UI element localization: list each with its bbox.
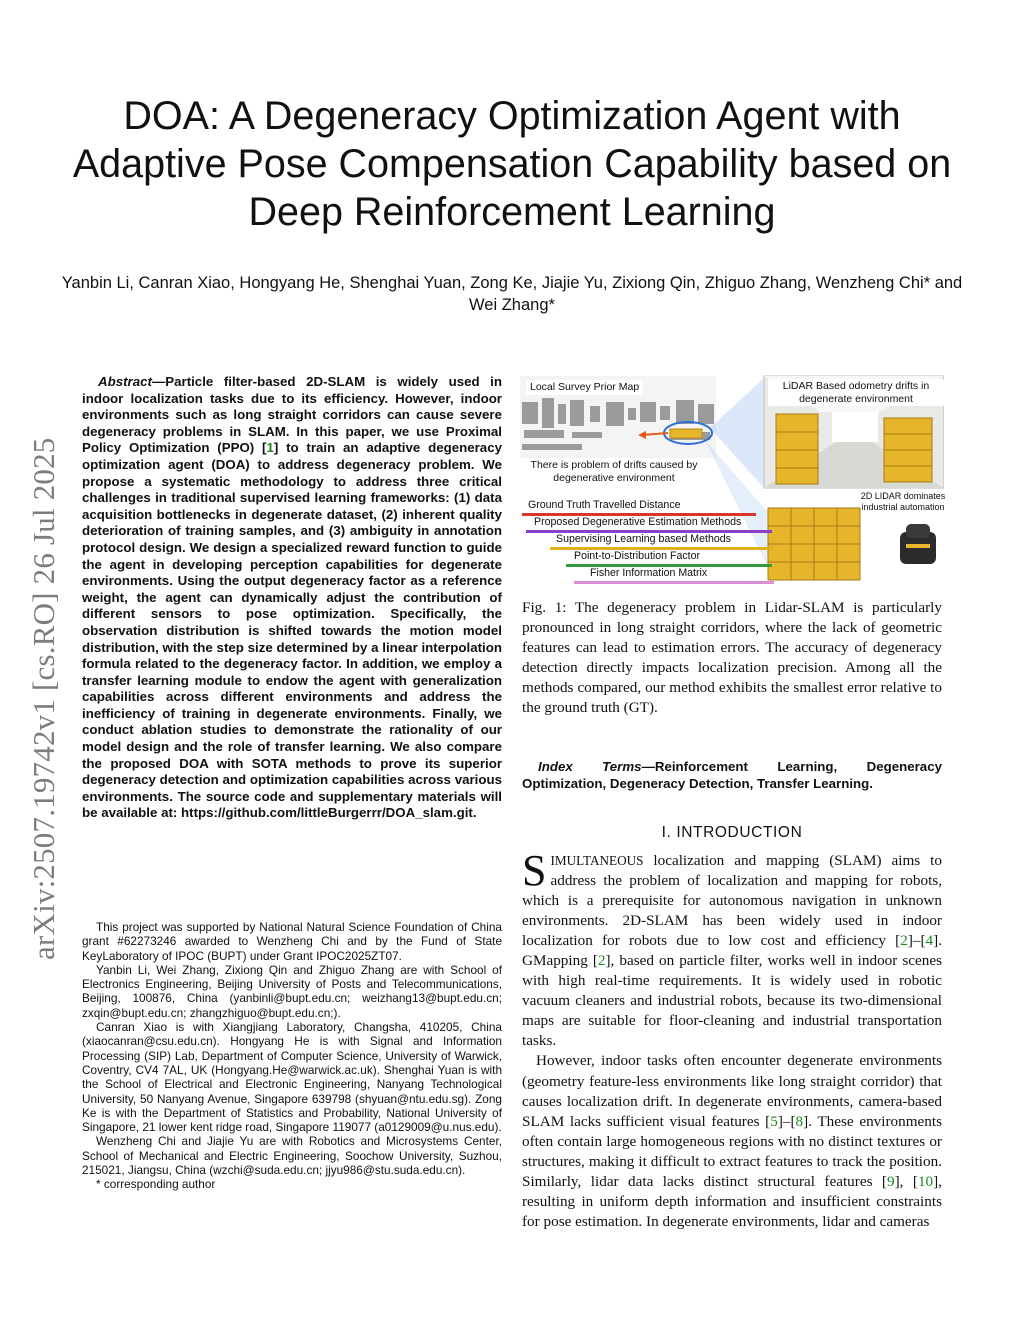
index-terms: Index Terms—Reinforcement Learning, Degeneracy Optimization, Degeneracy Detection, Transfer Learning. — [522, 759, 942, 791]
map-label: Local Survey Prior Map — [526, 380, 643, 395]
footnotes — [82, 920, 502, 1192]
footnote-affiliation: Wenzheng Chi and Jiajie Yu are with Robotics and Microsystems Center, School of Mechanical and Electric Engineering, Soochow University, Suzhou, 215021, Jiangsu, China (wzchi@suda.edu.cn; jjyu986@stu.suda.edu.cn). — [82, 1134, 502, 1178]
abstract-text-1: Particle filter-based 2D-SLAM is widely used in indoor localization tasks due to its efficiency. However, indoor environments such as long straight corridors can cause severe degeneracy problems in SLAM. In this paper, we use Proximal Policy Optimization (PPO) [ — [82, 374, 502, 456]
figure-caption: Fig. 1: The degeneracy problem in Lidar-SLAM is particularly pronounced in long straight corridors, where the lack of geometric features can lead to estimation errors. The accuracy of degeneracy detection directly impacts localization precision. Among all the methods compared, our method exhibits the smallest error relative to the ground truth (GT). — [522, 599, 942, 716]
citation-link[interactable]: 1 — [266, 440, 274, 456]
introduction-text — [522, 846, 942, 1232]
lidar-head — [906, 524, 930, 538]
section-heading: I. INTRODUCTION — [661, 824, 803, 841]
footnote-corresponding: * corresponding author — [96, 1177, 216, 1192]
drop-cap: S — [522, 846, 547, 895]
legend-proposed: Proposed Degenerative Estimation Methods — [534, 516, 742, 528]
citation-link[interactable]: 5 — [770, 1112, 778, 1130]
legend-bar-fim — [574, 581, 774, 584]
arxiv-side-stamp: arXiv:2507.19742v1 [cs.RO] 26 Jul 2025 — [26, 437, 61, 960]
intro-paragraph: SIMULTANEOUS localization and mapping (SLAM) aims to address the problem of localization and mapping for robots, which is a prerequisite for autonomous navigation in unknown environments. 2D-SLAM has been widely used in indoor localization for robots due to low cost and efficiency [2]–[4]. GMapping [2], based on particle filter, works well in indoor scenes with high real-time requirements. It is widely used in robotic vacuum cleaners and industrial robots, because its two-dimensional maps are suitable for floor-cleaning and industrial transportation tasks. — [522, 846, 942, 1050]
robot-marker — [670, 429, 702, 438]
projection-beam — [710, 378, 764, 488]
paper-title: DOA: A Degeneracy Optimization Agent with Adaptive Pose Compensation Capability based on Deep Reinforcement Learning — [72, 94, 952, 234]
figure-1 — [520, 372, 944, 592]
author-list: Yanbin Li, Canran Xiao, Hongyang He, Shenghai Yuan, Zong Ke, Jiajie Yu, Zixiong Qin, Zhiguo Zhang, Wenzheng Chi* and Wei Zhang* — [61, 274, 963, 314]
abstract-lead: Abstract — [98, 374, 152, 389]
legend-p2d: Point-to-Distribution Factor — [574, 550, 700, 562]
footnote-affiliation: Yanbin Li, Wei Zhang, Zixiong Qin and Zhiguo Zhang are with School of Electronics Engineering, Beijing University of Posts and Telecommunications, Beijing, 100876, China (yanbinli@bupt.edu.cn; weizhang13@bupt.edu.cn; zxqin@bupt.edu.cn; zhangzhiguo@bupt.edu.cn;). — [82, 962, 502, 1020]
citation-link[interactable]: 4 — [925, 932, 934, 950]
problem-label: There is problem of drifts caused by degenerative environment — [524, 458, 704, 485]
citation-link[interactable]: 10 — [917, 1172, 934, 1190]
index-terms-lead: Index Terms — [538, 759, 642, 774]
abstract: Abstract—Particle filter-based 2D-SLAM is widely used in indoor localization tasks due to its efficiency. However, indoor environments such as long straight corridors can cause severe degeneracy problems in SLAM. In this paper, we use Proximal Policy Optimization (PPO) [1] to train an adaptive degeneracy optimization agent (DOA) to address degeneracy problem. We propose a systematic methodology to address three critical challenges in traditional supervised learning frameworks: (1) data acquisition bottlenecks in degenerate dataset, (2) inherent quality deterioration of training samples, and (3) ambiguity in annotation protocol design. We design a specialized reward function to guide the agent in developing perception capabilities for degenerate environments. Using the output degeneracy factor as a reference weight, the agent can dynamically adjust the contribution of different sensors to pose optimization. Specifically, the observation distribution is shifted towards the motion model distribution, with the step size determined by a linear interpolation formula related to the degeneracy factor. In addition, we employ a transfer learning module to endow the agent with generalization capabilities across different environments and address the inefficiency of training in degenerate environments. Finally, we conduct ablation studies to demonstrate the rationality of our model design and the role of transfer learning. We also compare the proposed DOA with SOTA methods to prove its superior degeneracy detection and optimization capabilities across various environments. The source code and supplementary materials will be available at: https://github.com/littleBurgerrr/DOA_slam.git. — [82, 374, 502, 821]
lidar-label: 2D LIDAR dominates industrial automation — [860, 491, 946, 512]
lidar-band — [906, 544, 930, 548]
index-terms-text: Reinforcement Learning, Degeneracy Optimization, Degeneracy Detection, Transfer Learning. — [522, 759, 942, 791]
citation-link[interactable]: 8 — [795, 1112, 804, 1130]
corridor-end — [832, 412, 878, 442]
citation-link[interactable]: 2 — [900, 932, 908, 950]
legend-supervising: Supervising Learning based Methods — [556, 533, 731, 545]
citation-link[interactable]: 9 — [886, 1172, 895, 1190]
abstract-text-2: ] to train an adaptive degeneracy optimization agent (DOA) to address degeneracy problem. We propose a systematic methodology to address three critical challenges in traditional supervised learning frameworks: (1) data acquisition bottlenecks in degenerate dataset, (2) inherent quality deterioration of training samples, and (3) ambiguity in annotation protocol design. We design a specialized reward function to guide the agent in developing perception capabilities for degenerate environments. Using the output degeneracy factor as a reference weight, the agent can dynamically adjust the contribution of different sensors to pose optimization. Specifically, the observation distribution is shifted towards the motion model distribution, with the step size determined by a linear interpolation formula related to the degeneracy factor. In addition, we employ a transfer learning module to endow the agent with generalization capabilities across different environments and address the inefficiency of training in degenerate environments. Finally, we conduct ablation studies to demonstrate the rationality of our model design and the role of transfer learning. We also compare the proposed DOA with SOTA methods to prove its superior degeneracy detection and optimization capabilities across various environments. The source code and supplementary materials will be available at: https://github.com/littleBurgerrr/DOA_slam.git. — [82, 440, 502, 821]
footnote-affiliation: Canran Xiao is with Xiangjiang Laboratory, Changsha, 410205, China (xiaocanran@csu.edu.cn). Hongyang He is with Signal and Information Processing (SIP) Lab, Department of Computer Science, University of Warwick, Coventry, CV4 7AL, UK (Hongyang.He@warwick.ac.uk). Shenghai Yuan is with the School of Electrical and Electronic Engineering, Nanyang Technological University, 50 Nanyang Avenue, Singapore 639798 (shyuan@ntu.edu.sg). Zong Ke is with the Department of Statistics and Probability, National University of Singapore, 21 lower kent ridge road, Singapore 119077 (a0129009@u.nus.edu). — [82, 1020, 502, 1135]
footnote-funding: This project was supported by National Natural Science Foundation of China grant #62273246 awarded to Wenzheng Chi and by the Fund of State KeyLaboratory of IPOC (BUPT) under Grant IPOC2025ZT07. — [82, 920, 502, 963]
legend-fim: Fisher Information Matrix — [590, 567, 708, 579]
shelf — [776, 414, 818, 484]
intro-paragraph: However, indoor tasks often encounter degenerate environments (geometry feature-less environments like long straight corridor) that causes localization drift. In degenerate environments, camera-based SLAM lacks sufficient visual features [5]–[8]. These environments often contain large homogeneous regions with no distinct textures or structures, making it difficult to extract features to track the position. Similarly, lidar data lacks distinct structural features [9], [10], resulting in uniform depth information and insufficient constraints for pose estimation. In degenerate environments, lidar and cameras — [522, 1052, 942, 1230]
legend-ground-truth: Ground Truth Travelled Distance — [528, 499, 681, 511]
citation-link[interactable]: 2 — [597, 952, 606, 970]
drift-label: LiDAR Based odometry drifts in degenerate environment — [768, 379, 944, 406]
